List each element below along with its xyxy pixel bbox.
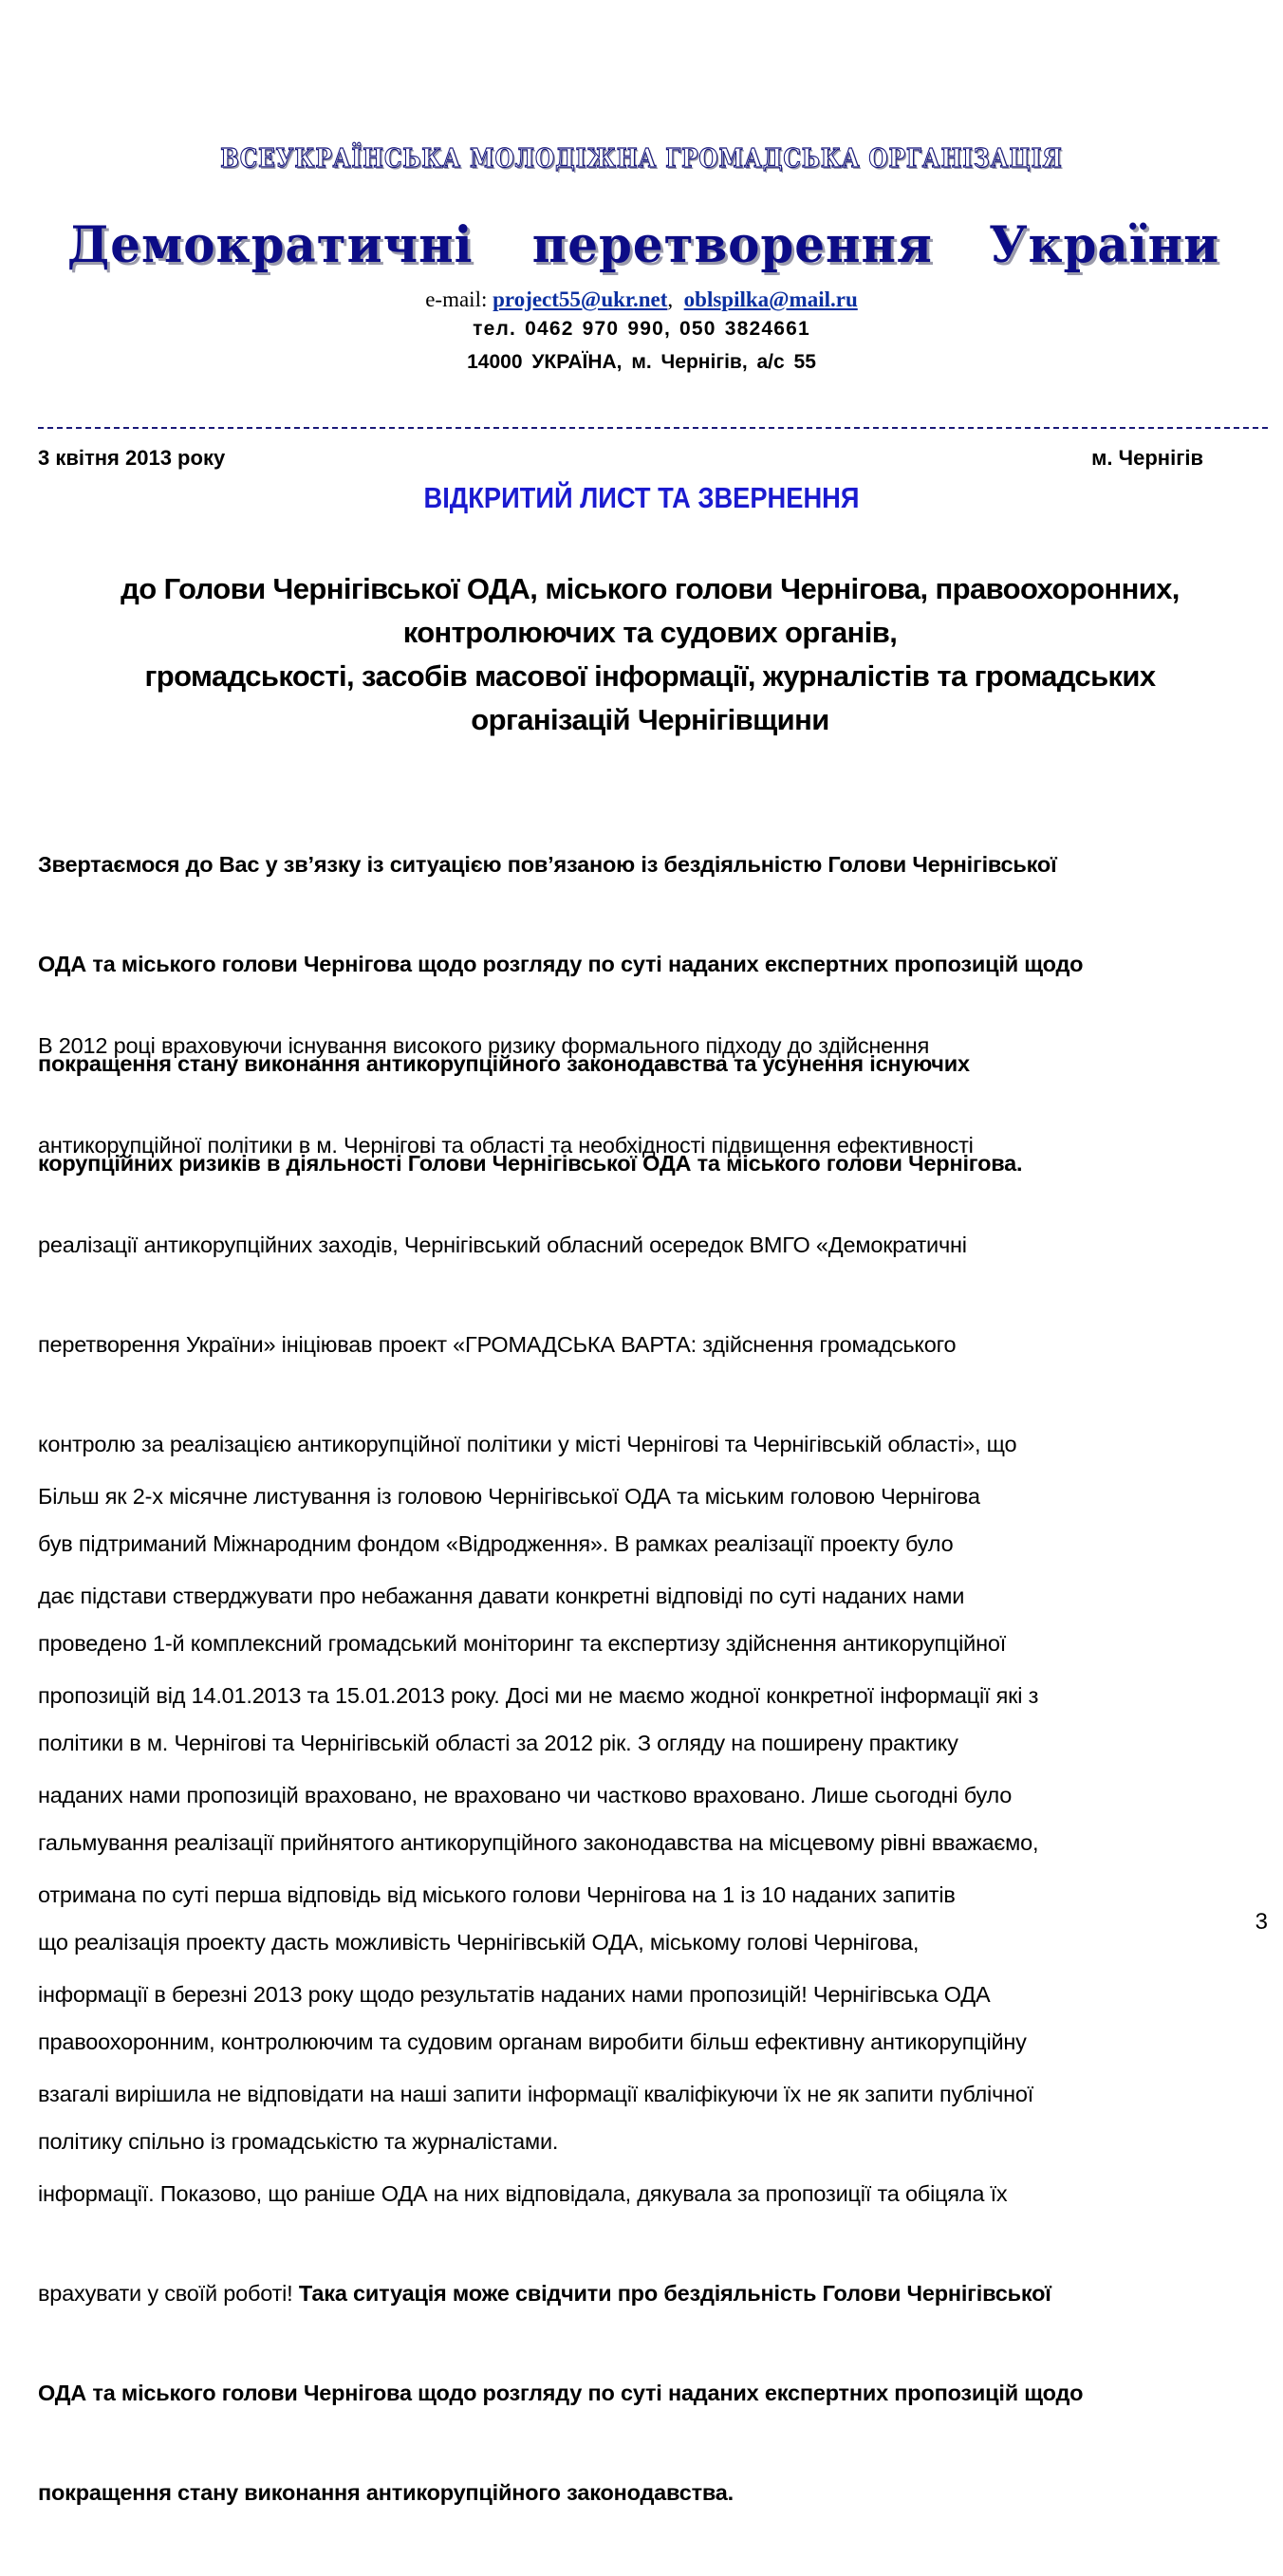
text-line: інформації. Показово, що раніше ОДА на них відповідала, дякувала за пропозиції та обіцяла їх: [38, 2181, 1008, 2206]
email-link-project55[interactable]: project55@ukr.net: [493, 287, 668, 311]
text-line: Звертаємося до Вас у зв’язку із ситуацією пов’язаною із бездіяльністю Голови Чернігівської: [38, 852, 1057, 877]
text-line: пропозицій від 14.01.2013 та 15.01.2013 року. Досі ми не маємо жодної конкретної інформації які з: [38, 1683, 1039, 1708]
text-segment-bold: Така ситуація може свідчити про бездіяльність Голови Чернігівської: [298, 2281, 1051, 2306]
text-segment: врахувати у своїй роботі!: [38, 2281, 299, 2306]
addressee-line: контролюючих та судових органів,: [402, 616, 898, 649]
text-line-mixed: [38, 2277, 1272, 2310]
organization-name-heading: [0, 216, 1283, 274]
letter-date: 3 квітня 2013 року: [38, 446, 226, 470]
addressee-line: до Голови Чернігівської ОДА, міського голови Чернігова, правоохоронних,: [121, 572, 1180, 605]
email-separator: ,: [667, 287, 674, 311]
text-line: що реалізація проекту дасть можливість Чернігівській ОДА, міському голові Чернігова,: [38, 1930, 920, 1955]
text-line: Більш як 2-х місячне листування із головою Чернігівської ОДА та міським головою Чернігова: [38, 1484, 980, 1509]
text-line: проведено 1-й комплексний громадський моніторинг та експертизу здійснення антикорупційної: [38, 1631, 1007, 1656]
page-number: 3: [1255, 1909, 1268, 1935]
phone-line: тел. 0462 970 990, 050 3824661: [473, 318, 810, 340]
text-line: покращення стану виконання антикорупційного законодавства та усунення існуючих: [38, 1051, 970, 1076]
letter-city: м. Чернігів: [1091, 446, 1203, 470]
text-line: антикорупційної політики в м. Чернігові та області та необхідності підвищення ефективності: [38, 1133, 974, 1158]
email-line: [0, 287, 1283, 312]
organization-type-heading: ВСЕУКРАЇНСЬКА МОЛОДІЖНА ГРОМАДСЬКА ОРГАНІЗАЦІЯ: [220, 144, 1063, 174]
text-line: інформації в березні 2013 року щодо результатів наданих нами пропозицій! Чернігівська ОДА: [38, 1982, 991, 2007]
text-line: контролю за реалізацією антикорупційної політики у місті Чернігові та Чернігівській області», що: [38, 1432, 1017, 1456]
organization-name-word: України: [988, 216, 1219, 274]
email-link-oblspilka[interactable]: oblspilka@mail.ru: [683, 287, 858, 311]
document-title: ВІДКРИТИЙ ЛИСТ ТА ЗВЕРНЕННЯ: [423, 481, 860, 514]
text-line: політику спільно із громадськістю та журналістами.: [38, 2129, 559, 2154]
text-line: наданих нами пропозицій враховано, не враховано чи частково враховано. Лише сьогодні було: [38, 1783, 1013, 1807]
text-line: політики в м. Чернігові та Чернігівській області за 2012 рік. З огляду на поширену практику: [38, 1731, 958, 1755]
text-line: дає підстави стверджувати про небажання давати конкретні відповіді по суті наданих нами: [38, 1584, 965, 1608]
text-line: гальмування реалізації прийнятого антикорупційного законодавства на місцевому рівні вважаємо,: [38, 1830, 1039, 1855]
organization-name-word: Демократичні: [66, 216, 474, 274]
email-label: e-mail:: [425, 287, 488, 311]
text-line: реалізації антикорупційних заходів, Чернігівський обласний осередок ВМГО «Демократичні: [38, 1232, 967, 1257]
address-line: 14000 УКРАЇНА, м. Чернігів, а/с 55: [467, 351, 816, 373]
text-line: перетворення України» ініціював проект «ГРОМАДСЬКА ВАРТА: здійснення громадського: [38, 1332, 957, 1357]
addressee-line: громадськості, засобів масової інформації, журналістів та громадських: [144, 659, 1156, 693]
text-line: був підтриманий Міжнародним фондом «Відродження». В рамках реалізації проекту було: [38, 1531, 954, 1556]
text-line: отримана по суті перша відповідь від міського голови Чернігова на 1 із 10 наданих запитів: [38, 1882, 956, 1907]
dashed-divider: [38, 427, 1268, 429]
text-line: В 2012 році враховуючи існування високого ризику формального підходу до здійснення: [38, 1033, 930, 1058]
addressee-block: [38, 567, 1262, 742]
text-line: правоохоронним, контролюючим та судовим органам виробити більш ефективну антикорупційну: [38, 2029, 1027, 2054]
organization-name-word: перетворення: [532, 216, 934, 274]
text-line: ОДА та міського голови Чернігова щодо розгляду по суті наданих експертних пропозицій щодо: [38, 952, 1084, 976]
text-line-bold: покращення стану виконання антикорупційного законодавства.: [38, 2480, 734, 2505]
text-line-bold: ОДА та міського голови Чернігова щодо розгляду по суті наданих експертних пропозицій щодо: [38, 2381, 1084, 2405]
addressee-line: організацій Чернігівщини: [471, 703, 829, 736]
paragraph-correspondence: [38, 1414, 1272, 2576]
text-line: взагалі вирішила не відповідати на наші запити інформації кваліфікуючи їх не як запити публічної: [38, 2082, 1034, 2106]
text-line: корупційних ризиків в діяльності Голови Чернігівської ОДА та міського голови Чернігова.: [38, 1151, 1023, 1176]
